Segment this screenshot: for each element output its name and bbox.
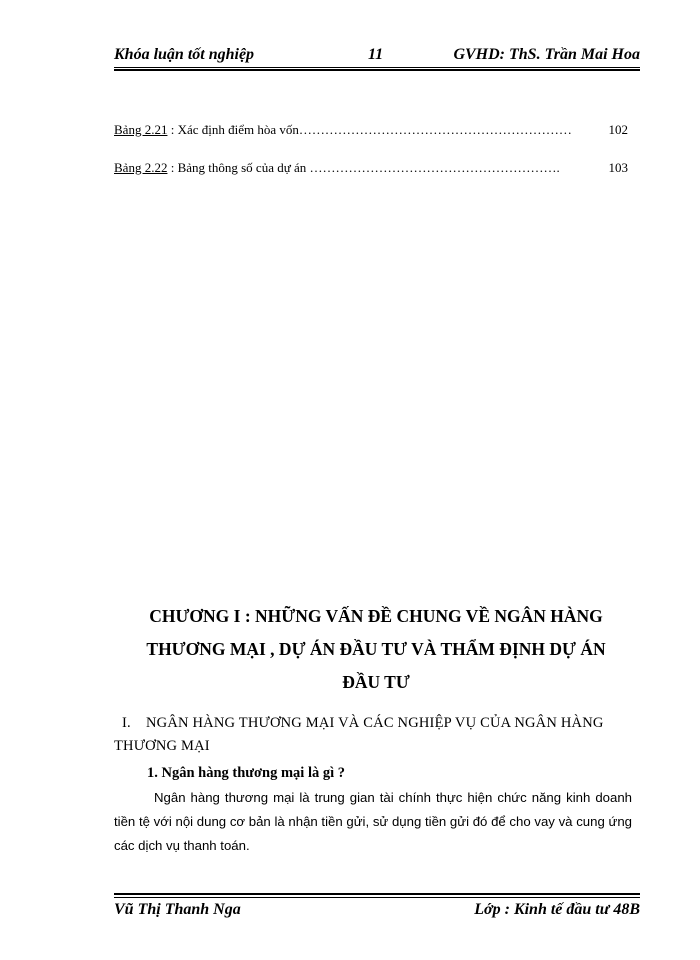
- body-paragraph: Ngân hàng thương mại là trung gian tài chính thực hiện chức năng kinh doanh tiền tệ với nội dung cơ bản là nhận tiền gửi, sử dụng tiền gửi đó để cho vay và cung ứng các dịch vụ thanh toán.: [114, 790, 632, 853]
- thesis-label: Khóa luận tốt nghiệp: [114, 46, 255, 63]
- chapter-title: [110, 600, 642, 699]
- chapter-title-line: THƯƠNG MẠI , DỰ ÁN ĐẦU TƯ VÀ THẨM ĐỊNH DỰ ÁN: [146, 639, 606, 659]
- footer-rule-thick: [114, 893, 640, 895]
- class-label: Lớp : Kinh tế đầu tư 48B: [474, 901, 640, 918]
- author-name: Vũ Thị Thanh Nga: [114, 901, 241, 918]
- chapter-title-line: ĐẦU TƯ: [342, 672, 410, 692]
- header-rule-thin: [114, 67, 640, 68]
- subsection-heading: 1. Ngân hàng thương mại là gì ?: [147, 765, 346, 781]
- toc-entry-title: : Xác định điểm hòa vốn………………………………………………………: [167, 122, 572, 137]
- page-number: 11: [368, 46, 384, 63]
- chapter-title-line: CHƯƠNG I : NHỮNG VẤN ĐỀ CHUNG VỀ NGÂN HÀNG: [149, 606, 603, 626]
- section-heading: [114, 712, 640, 758]
- footer-rule-thin: [114, 897, 640, 898]
- advisor-label: GVHD: ThS. Trần Mai Hoa: [453, 46, 640, 63]
- toc-entry-ref[interactable]: Bảng 2.21: [114, 122, 168, 137]
- toc-entry-page: 102: [608, 122, 628, 137]
- section-number: I.: [122, 715, 131, 731]
- toc-entry-ref[interactable]: Bảng 2.22: [114, 160, 168, 175]
- toc-entry[interactable]: [114, 160, 628, 176]
- toc-entry-page: 103: [608, 160, 628, 175]
- section-title: NGÂN HÀNG THƯƠNG MẠI VÀ CÁC NGHIỆP VỤ CỦA NGÂN HÀNG THƯƠNG MẠI: [114, 715, 604, 754]
- toc-entry[interactable]: [114, 122, 628, 138]
- toc-entry-title: : Bảng thông số của dự án ………………………………………………….: [167, 160, 560, 175]
- header-rule-thick: [114, 69, 640, 71]
